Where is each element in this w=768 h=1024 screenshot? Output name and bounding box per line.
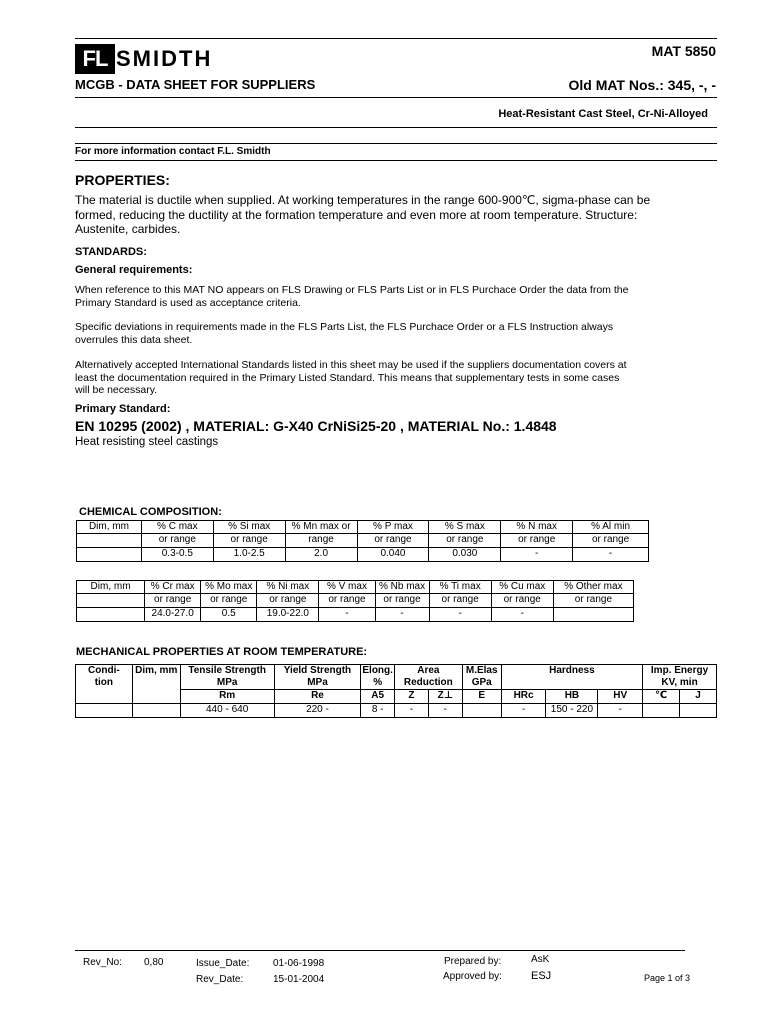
table-cell: - bbox=[598, 704, 643, 718]
table-cell: 0.040 bbox=[357, 548, 429, 562]
paragraph-line: When reference to this MAT NO appears on FLS Drawing or FLS Parts List or in FLS Purchace Order the data from the bbox=[75, 284, 629, 296]
header-cell: Dim, mm bbox=[77, 581, 145, 594]
top-rule bbox=[75, 38, 717, 39]
rev-no-label: Rev_No: bbox=[83, 957, 122, 968]
header-text: GPa bbox=[471, 677, 492, 688]
old-mat-numbers: Old MAT Nos.: 345, -, - bbox=[568, 77, 716, 93]
header-cell bbox=[77, 594, 145, 608]
subheader-cell: ℃ bbox=[643, 690, 680, 704]
dim-header: Dim, mm bbox=[132, 665, 180, 704]
table-cell: - bbox=[501, 704, 546, 718]
header-cell: % Mn max or bbox=[285, 521, 357, 534]
page-number: Page 1 of 3 bbox=[644, 973, 691, 983]
paragraph-line: Primary Standard is used as acceptance criteria. bbox=[75, 296, 301, 309]
header-cell: or range bbox=[375, 594, 429, 608]
rule-3 bbox=[75, 127, 717, 128]
standards-paragraph-2 bbox=[75, 321, 613, 346]
footer-rule bbox=[75, 950, 685, 951]
header-text: M.Elas bbox=[465, 665, 498, 676]
table-cell bbox=[462, 704, 501, 718]
logo-text: SMIDTH bbox=[116, 46, 213, 71]
prepared-by-value: AsK bbox=[531, 954, 550, 965]
table-cell: - bbox=[319, 608, 375, 622]
paragraph-line: Specific deviations in requirements made in the FLS Parts List, the FLS Purchace Order or a FLS Instruction always bbox=[75, 321, 614, 333]
properties-line: formed, reducing the ductility at the formation temperature and even more at room temperature. Structure: bbox=[75, 207, 638, 222]
subheader-cell: Z bbox=[394, 690, 428, 704]
table-cell: - bbox=[394, 704, 428, 718]
chemical-table-2 bbox=[76, 580, 634, 622]
header-cell: or range bbox=[553, 594, 633, 608]
table-cell bbox=[76, 704, 133, 718]
table-cell: 19.0-22.0 bbox=[257, 608, 319, 622]
table-cell: 150 - 220 bbox=[546, 704, 598, 718]
rev-date-label: Rev_Date: bbox=[196, 974, 244, 985]
standards-heading: STANDARDS: bbox=[75, 246, 147, 258]
header-cell: or range bbox=[501, 534, 573, 548]
standards-paragraph-1 bbox=[75, 284, 628, 309]
header-cell: or range bbox=[141, 534, 213, 548]
prepared-by-label: Prepared by: bbox=[444, 956, 502, 967]
header-text: Elong. bbox=[362, 665, 393, 676]
table-cell: - bbox=[375, 608, 429, 622]
mechanical-properties-heading: MECHANICAL PROPERTIES AT ROOM TEMPERATURE: bbox=[76, 646, 368, 658]
header-text: Condi- bbox=[88, 665, 120, 676]
table-cell: - bbox=[428, 704, 462, 718]
table-cell: - bbox=[429, 608, 491, 622]
impact-energy-header bbox=[643, 665, 717, 690]
subheader-cell: E bbox=[462, 690, 501, 704]
fls-logo bbox=[75, 44, 212, 74]
header-text: % bbox=[373, 677, 383, 688]
header-cell: % Cu max bbox=[491, 581, 553, 594]
material-subtitle: Heat-Resistant Cast Steel, Cr-Ni-Alloyed bbox=[498, 108, 708, 120]
mechanical-table bbox=[75, 664, 717, 718]
table-row bbox=[77, 548, 649, 562]
chemical-composition-heading: CHEMICAL COMPOSITION: bbox=[79, 506, 222, 518]
condition-header bbox=[76, 665, 133, 704]
table-cell bbox=[643, 704, 680, 718]
subheader-cell: HB bbox=[546, 690, 598, 704]
subheader-cell: A5 bbox=[361, 690, 395, 704]
approved-by-value: ESJ bbox=[531, 970, 552, 982]
table-cell: 0.3-0.5 bbox=[141, 548, 213, 562]
table-header-row bbox=[76, 665, 717, 690]
table-cell: - bbox=[573, 548, 649, 562]
header-cell: % Nb max bbox=[375, 581, 429, 594]
area-reduction-header bbox=[394, 665, 462, 690]
rule-4 bbox=[75, 143, 717, 144]
subheader-cell: Re bbox=[274, 690, 361, 704]
table-cell: 24.0-27.0 bbox=[145, 608, 201, 622]
subheader-cell: HRc bbox=[501, 690, 546, 704]
table-cell: 440 - 640 bbox=[180, 704, 274, 718]
header-cell: or range bbox=[429, 594, 491, 608]
yield-header bbox=[274, 665, 361, 690]
header-text: Imp. Energy bbox=[650, 665, 709, 676]
header-cell: or range bbox=[429, 534, 501, 548]
contact-line: For more information contact F.L. Smidth bbox=[75, 146, 271, 157]
table-cell bbox=[77, 548, 142, 562]
table-cell: 0.5 bbox=[201, 608, 257, 622]
header-text: Reduction bbox=[403, 677, 453, 688]
table-cell: 8 - bbox=[361, 704, 395, 718]
doc-title: MCGB - DATA SHEET FOR SUPPLIERS bbox=[75, 77, 316, 92]
properties-line: Austenite, carbides. bbox=[75, 222, 181, 236]
header-cell: or range bbox=[145, 594, 201, 608]
header-text: KV, min bbox=[661, 677, 698, 688]
paragraph-line: will be necessary. bbox=[75, 384, 158, 396]
table-header-row bbox=[77, 521, 649, 534]
subheader-cell: J bbox=[679, 690, 716, 704]
header-text: Tensile Strength bbox=[188, 665, 266, 676]
primary-standard-description: Heat resisting steel castings bbox=[75, 436, 219, 448]
primary-standard-line: EN 10295 (2002) , MATERIAL: G-X40 CrNiSi25-20 , MATERIAL No.: 1.4848 bbox=[75, 418, 557, 434]
header-cell: % V max bbox=[319, 581, 375, 594]
modulus-header bbox=[462, 665, 501, 690]
properties-line: The material is ductile when supplied. At working temperatures in the range 600-900℃, sigma-phase can be bbox=[75, 193, 651, 207]
header-cell: % S max bbox=[429, 521, 501, 534]
header-cell: or range bbox=[257, 594, 319, 608]
elongation-header bbox=[361, 665, 395, 690]
subheader-cell: Z⊥ bbox=[428, 690, 462, 704]
header-cell: Dim, mm bbox=[77, 521, 142, 534]
table-cell: 0.030 bbox=[429, 548, 501, 562]
paragraph-line: least the documentation required in the Primary Listed Standard. This means that supplementary tests in some cases bbox=[75, 371, 620, 384]
table-cell bbox=[553, 608, 633, 622]
header-cell: or range bbox=[357, 534, 429, 548]
general-requirements-heading: General requirements: bbox=[75, 264, 193, 276]
table-cell bbox=[679, 704, 716, 718]
table-cell: 1.0-2.5 bbox=[213, 548, 285, 562]
header-cell: % Other max bbox=[553, 581, 633, 594]
rev-date-value: 15-01-2004 bbox=[273, 974, 325, 985]
header-cell: % Al min bbox=[573, 521, 649, 534]
table-cell bbox=[77, 608, 145, 622]
subheader-cell: HV bbox=[598, 690, 643, 704]
paragraph-line: overrules this data sheet. bbox=[75, 333, 193, 346]
header-cell: or range bbox=[213, 534, 285, 548]
approved-by-label: Approved by: bbox=[443, 971, 502, 982]
table-cell: 220 - bbox=[274, 704, 361, 718]
header-cell: % Cr max bbox=[145, 581, 201, 594]
header-cell: or range bbox=[201, 594, 257, 608]
header-cell: % Ti max bbox=[429, 581, 491, 594]
header-text: MPa bbox=[307, 677, 328, 688]
table-header-row bbox=[77, 581, 634, 594]
logo-box: FL bbox=[75, 44, 115, 74]
issue-date-label: Issue_Date: bbox=[196, 958, 250, 969]
table-cell: 2.0 bbox=[285, 548, 357, 562]
header-cell: % P max bbox=[357, 521, 429, 534]
subheader-cell: Rm bbox=[180, 690, 274, 704]
properties-text bbox=[75, 193, 650, 237]
hardness-header: Hardness bbox=[501, 665, 642, 690]
paragraph-line: Alternatively accepted International Standards listed in this sheet may be used if the suppliers documentation covers at bbox=[75, 359, 627, 371]
table-header-row bbox=[77, 594, 634, 608]
mat-number: MAT 5850 bbox=[651, 43, 716, 59]
header-text: Yield Strength bbox=[283, 665, 352, 676]
table-cell bbox=[132, 704, 180, 718]
header-cell: or range bbox=[573, 534, 649, 548]
table-cell: - bbox=[491, 608, 553, 622]
header-text: MPa bbox=[216, 677, 238, 688]
header-cell: or range bbox=[491, 594, 553, 608]
rule-5 bbox=[75, 160, 717, 161]
rule-2 bbox=[75, 97, 717, 98]
properties-heading: PROPERTIES: bbox=[75, 172, 170, 188]
chemical-table-1 bbox=[76, 520, 649, 562]
rev-no-value: 0,80 bbox=[144, 957, 164, 968]
header-cell: or range bbox=[319, 594, 375, 608]
table-row bbox=[77, 608, 634, 622]
table-header-row bbox=[77, 534, 649, 548]
header-cell: % C max bbox=[141, 521, 213, 534]
primary-standard-label: Primary Standard: bbox=[75, 403, 171, 415]
tensile-header bbox=[180, 665, 274, 690]
standards-paragraph-3 bbox=[75, 359, 627, 397]
header-cell: % Mo max bbox=[201, 581, 257, 594]
header-cell: % Si max bbox=[213, 521, 285, 534]
header-text: tion bbox=[94, 677, 114, 688]
header-cell: % Ni max bbox=[257, 581, 319, 594]
issue-date-value: 01-06-1998 bbox=[273, 958, 325, 969]
header-cell: % N max bbox=[501, 521, 573, 534]
header-cell bbox=[77, 534, 142, 548]
header-cell: range bbox=[285, 534, 357, 548]
table-row bbox=[76, 704, 717, 718]
header-text: Area bbox=[417, 665, 440, 676]
table-cell: - bbox=[501, 548, 573, 562]
